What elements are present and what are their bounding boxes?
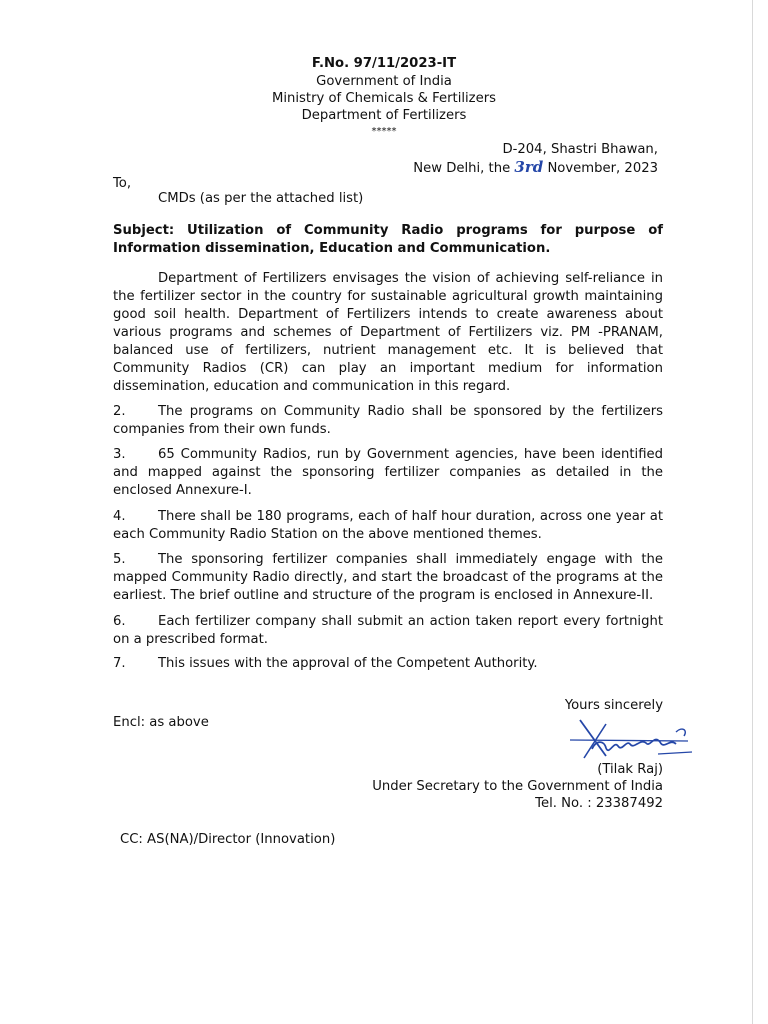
signatory-designation: Under Secretary to the Government of India: [372, 779, 663, 794]
paragraph-number: 4.: [113, 509, 126, 524]
office-address: D-204, Shastri Bhawan,: [502, 142, 658, 157]
paragraph-text: 65 Community Radios, run by Government agencies, have been identified and mapped against the sponsoring fertilizer companies as detailed in the enclosed Annexure-I.: [113, 447, 663, 498]
copy-to: CC: AS(NA)/Director (Innovation): [120, 832, 336, 847]
header-government: Government of India: [316, 74, 452, 89]
paragraph-number: 7.: [113, 656, 126, 671]
paragraph-text: The programs on Community Radio shall be sponsored by the fertilizers companies from their own funds.: [113, 404, 663, 437]
file-number: F.No. 97/11/2023-IT: [311, 56, 457, 71]
yours-sincerely: Yours sincerely: [564, 698, 663, 713]
recipient: CMDs (as per the attached list): [158, 191, 364, 206]
paragraph-text: This issues with the approval of the Competent Authority.: [158, 656, 538, 671]
letter-date: [413, 158, 658, 178]
date-day-handwritten: 3rd: [514, 158, 544, 176]
paragraph-number: 6.: [113, 614, 126, 629]
paragraph-5: [113, 551, 663, 605]
header-department: Department of Fertilizers: [301, 108, 467, 123]
signatory-name: (Tilak Raj): [597, 762, 663, 777]
paragraph-2: [113, 403, 663, 439]
paragraph-number: 2.: [113, 404, 126, 419]
header-stars: *****: [371, 126, 397, 137]
paragraph-4: [113, 508, 663, 544]
paragraph-text: Each fertilizer company shall submit an action taken report every fortnight on a prescribed format.: [113, 614, 663, 647]
paragraph-number: 3.: [113, 447, 126, 462]
header-ministry: Ministry of Chemicals & Fertilizers: [271, 91, 497, 106]
paragraph-number: 5.: [113, 552, 126, 567]
date-prefix: New Delhi, the: [413, 161, 511, 176]
paragraph-6: [113, 613, 663, 649]
scan-edge: [752, 0, 753, 1024]
signatory-telephone: Tel. No. : 23387492: [535, 796, 663, 811]
enclosure: Encl: as above: [113, 715, 209, 730]
paragraph-text: The sponsoring fertilizer companies shall immediately engage with the mapped Community Radio directly, and start the broadcast of the programs at the earliest. The brief outline and structure of the program is enclosed in Annexure-II.: [113, 552, 663, 603]
subject: Subject: Utilization of Community Radio programs for purpose of Information dissemination, Education and Communication.: [113, 223, 663, 256]
paragraph-1: Department of Fertilizers envisages the vision of achieving self-reliance in the fertilizer sector in the country for sustainable agricultural growth maintaining good soil health. Department of Fertilizers intends to create awareness about various programs and schemes of Department of Fertilizers viz. PM -PRANAM, balanced use of fertilizers, nutrient management etc. It is believed that Community Radios (CR) can play an important medium for information dissemination, education and communication in this regard.: [113, 271, 663, 394]
date-suffix: November, 2023: [547, 161, 658, 176]
signature-image: [562, 716, 702, 766]
to-label: To,: [113, 176, 132, 191]
paragraph-7: [113, 655, 663, 673]
paragraph-text: There shall be 180 programs, each of half hour duration, across one year at each Community Radio Station on the above mentioned themes.: [113, 509, 663, 542]
paragraph-3: [113, 446, 663, 500]
